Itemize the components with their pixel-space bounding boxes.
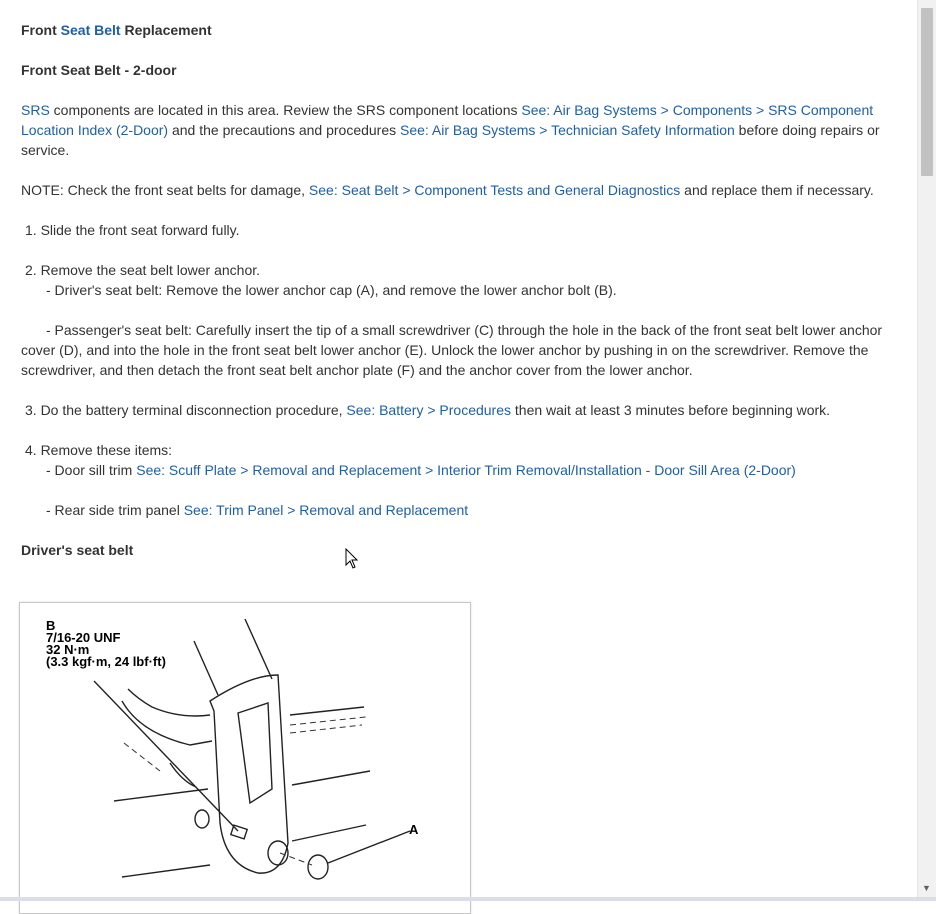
hidden-line-4 — [280, 853, 312, 865]
floor-line-lower — [122, 865, 210, 877]
step-2 — [21, 260, 893, 300]
hidden-line-3 — [124, 743, 160, 771]
door-sill-trim-text: - Door sill trim — [46, 462, 137, 478]
seat-belt-link[interactable]: Seat Belt — [60, 22, 121, 38]
title-text: Front — [21, 22, 61, 38]
scrollbar-thumb[interactable] — [921, 8, 933, 176]
step-2-passenger — [21, 320, 893, 380]
scuff-plate-link[interactable]: See: Scuff Plate > Removal and Replacement > Interior Trim Removal/Installation - Door Sill Area (2-Door) — [136, 462, 796, 478]
lower-anchor-cover — [210, 675, 288, 873]
belt-webbing-right — [245, 619, 272, 679]
sill-line — [292, 825, 366, 841]
srs-component-location-link[interactable]: See: Air Bag Systems > Components > SRS Component Location Index (2-Door) — [21, 102, 874, 138]
seat-contour — [128, 689, 210, 716]
spec-torque-alt: (3.3 kgf·m, 24 lbf·ft) — [46, 654, 166, 669]
diagram-illustration — [20, 603, 470, 913]
drivers-seat-belt-heading: Driver's seat belt — [21, 542, 134, 558]
page-title — [21, 20, 893, 40]
mouse-cursor-icon — [345, 548, 359, 570]
seat-contour-2 — [122, 701, 212, 745]
battery-procedures-link[interactable]: See: Battery > Procedures — [346, 402, 511, 418]
floor-line-left — [114, 789, 208, 801]
title-text-end: Replacement — [120, 22, 212, 38]
trim-panel-link[interactable]: See: Trim Panel > Removal and Replacement — [183, 502, 469, 518]
step-2-text: 2. Remove the seat belt lower anchor. — [25, 262, 261, 278]
hidden-line-2 — [290, 725, 362, 733]
step-3-text: 3. Do the battery terminal disconnection procedure, — [25, 402, 347, 418]
srs-text-3: before doing repairs or service. — [21, 122, 880, 158]
vertical-scrollbar[interactable] — [917, 0, 936, 897]
scroll-down-arrow-icon[interactable]: ▼ — [922, 883, 931, 893]
step-1 — [21, 220, 893, 240]
note-paragraph — [21, 180, 893, 200]
step-3 — [21, 400, 893, 420]
srs-text-2: and the precautions and procedures — [168, 122, 401, 138]
note-text: NOTE: Check the front seat belts for damage, — [21, 182, 309, 198]
leader-line-a — [328, 831, 410, 863]
anchor-slot — [238, 703, 272, 803]
floor-line-right — [292, 771, 370, 785]
step-4-text: 4. Remove these items: — [25, 442, 173, 458]
label-b: B — [46, 618, 56, 633]
spec-thread: 7/16-20 UNF — [46, 630, 121, 645]
spec-torque-nm: 32 N·m — [46, 642, 90, 657]
belt-webbing-left — [194, 641, 218, 695]
label-a: A — [409, 822, 419, 837]
seat-belt-anchor-diagram — [19, 602, 471, 914]
step-1-text: 1. Slide the front seat forward fully. — [25, 222, 240, 238]
passenger-seat-belt-instruction: - Passenger's seat belt: Carefully insert the tip of a small screwdriver (C) through the hole in the back of the front seat belt lower anchor cover (D), and into the hole in the front seat belt lower anchor (E). Unlock the lower anchor by pushing in on the screwdriver. Remove the screwdriver, and then detach the front seat belt anchor plate (F) and the anchor cover from the lower anchor. — [21, 322, 883, 378]
step-4 — [21, 440, 893, 480]
section-subtitle: Front Seat Belt - 2-door — [21, 62, 177, 78]
anchor-bolt-b — [231, 825, 247, 839]
driver-seat-belt-instruction: - Driver's seat belt: Remove the lower anchor cap (A), and remove the lower anchor bolt (B). — [46, 282, 617, 298]
anchor-cap-a — [308, 855, 328, 879]
srs-link[interactable]: SRS — [21, 102, 50, 118]
srs-paragraph — [21, 100, 893, 160]
step-4-item-2 — [21, 500, 893, 520]
article-content — [21, 20, 893, 580]
step-3-text-2: then wait at least 3 minutes before beginning work. — [511, 402, 831, 418]
note-text-2: and replace them if necessary. — [680, 182, 874, 198]
component-tests-link[interactable]: See: Seat Belt > Component Tests and General Diagnostics — [308, 182, 681, 198]
srs-text: components are located in this area. Review the SRS component locations — [49, 102, 522, 118]
rear-side-trim-text: - Rear side trim panel — [46, 502, 184, 518]
hidden-line-1 — [290, 717, 366, 725]
technician-safety-link[interactable]: See: Air Bag Systems > Technician Safety Information — [400, 122, 735, 138]
trim-edge-upper — [290, 707, 364, 715]
anchor-hole — [195, 810, 209, 828]
bottom-edge — [0, 897, 936, 901]
